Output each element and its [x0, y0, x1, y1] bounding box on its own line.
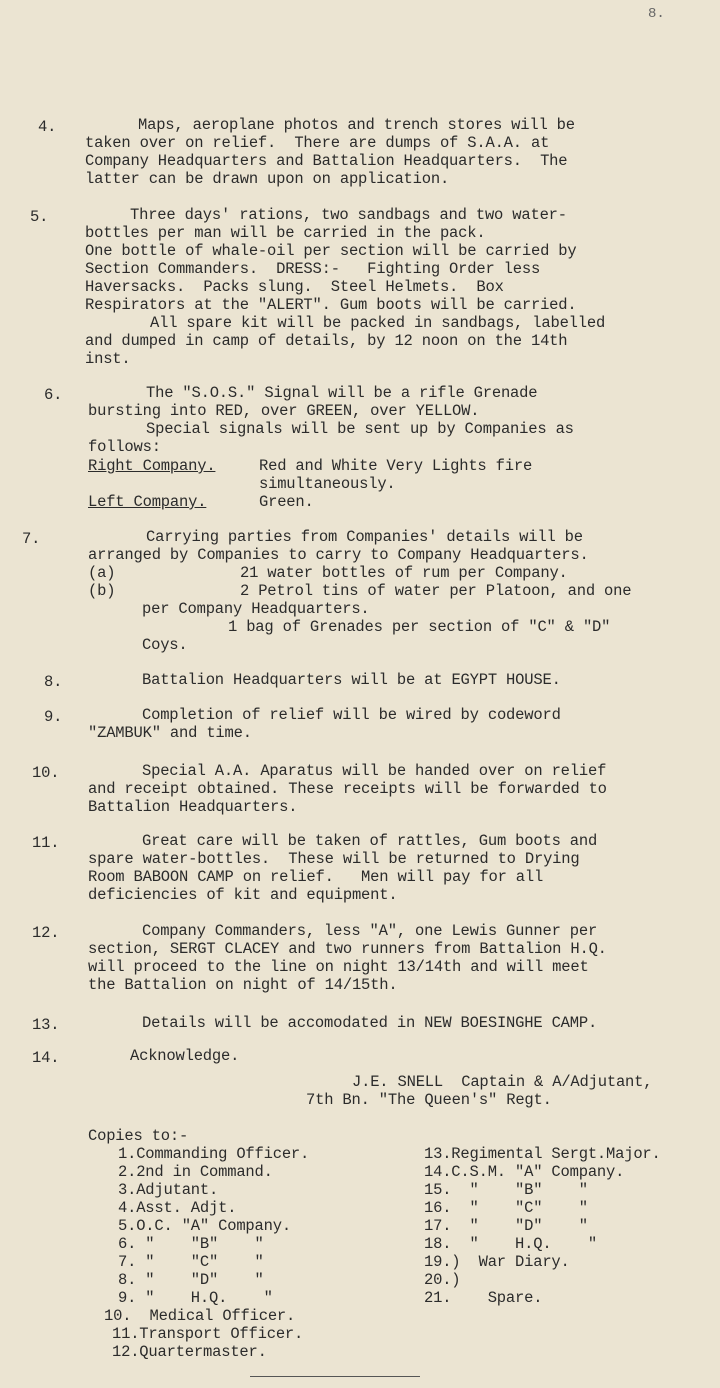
para-line: the Battalion on night of 14/15th. [88, 976, 398, 994]
copy-item: 15. " "B" " [424, 1181, 588, 1199]
copy-item: 14.C.S.M. "A" Company. [424, 1163, 625, 1181]
bottom-rule [250, 1376, 420, 1377]
signal-label: Left Company. [88, 493, 207, 511]
para-number: 13. [32, 1016, 60, 1034]
copy-item: 20.) [424, 1271, 461, 1289]
para-line: and receipt obtained. These receipts will be forwarded to [88, 780, 607, 798]
copy-item: 10. Medical Officer. [104, 1307, 296, 1325]
para-line: Three days' rations, two sandbags and two water- [130, 206, 567, 224]
copy-item: 7. " "C" " [118, 1253, 264, 1271]
para-line: bottles per man will be carried in the pack. [85, 224, 486, 242]
para-line: Completion of relief will be wired by codeword [142, 706, 561, 724]
signal-text: Red and White Very Lights fire [259, 457, 533, 475]
signal-label: Right Company. [88, 457, 216, 475]
copies-heading: Copies to:- [88, 1127, 189, 1145]
signal-text: simultaneously. [259, 475, 396, 493]
para-line: One bottle of whale-oil per section will be carried by [85, 242, 577, 260]
para-line: bursting into RED, over GREEN, over YELLOW. [88, 402, 480, 420]
copy-item: 3.Adjutant. [118, 1181, 219, 1199]
para-number: 5. [30, 208, 49, 226]
para-number: 4. [38, 118, 57, 136]
para-line: Haversacks. Packs slung. Steel Helmets. Box [85, 278, 504, 296]
signature-line: J.E. SNELL Captain & A/Adjutant, [352, 1073, 653, 1091]
para-line: deficiencies of kit and equipment. [88, 886, 398, 904]
para-line: per Company Headquarters. [142, 600, 370, 618]
para-line: Room BABOON CAMP on relief. Men will pay for all [88, 868, 544, 886]
copy-item: 11.Transport Officer. [112, 1325, 304, 1343]
para-line: "ZAMBUK" and time. [88, 724, 252, 742]
para-number: 11. [32, 834, 60, 852]
copy-item: 13.Regimental Sergt.Major. [424, 1145, 661, 1163]
para-line: All spare kit will be packed in sandbags, labelled [150, 314, 606, 332]
para-number: 7. [22, 530, 41, 548]
para-line: Company Headquarters and Battalion Headquarters. The [85, 152, 568, 170]
para-line: inst. [85, 350, 131, 368]
para-line: Special A.A. Aparatus will be handed over on relief [142, 762, 607, 780]
para-number: 10. [32, 764, 60, 782]
para-line: Great care will be taken of rattles, Gum boots and [142, 832, 598, 850]
para-number: 6. [44, 386, 63, 404]
para-line: Special signals will be sent up by Companies as [146, 420, 574, 438]
copy-item: 21. Spare. [424, 1289, 543, 1307]
para-number: 12. [32, 924, 60, 942]
para-line: Battalion Headquarters will be at EGYPT HOUSE. [142, 671, 561, 689]
para-line: spare water-bottles. These will be returned to Drying [88, 850, 580, 868]
para-number: 14. [32, 1049, 60, 1067]
para-line: 1 bag of Grenades per section of "C" & "D" [228, 618, 611, 636]
para-line: and dumped in camp of details, by 12 noon on the 14th [85, 332, 568, 350]
copy-item: 9. " H.Q. " [118, 1289, 273, 1307]
copy-item: 2.2nd in Command. [118, 1163, 273, 1181]
para-line: latter can be drawn upon on application. [85, 170, 450, 188]
copy-item: 4.Asst. Adjt. [118, 1199, 237, 1217]
signature-line: 7th Bn. "The Queen's" Regt. [306, 1091, 552, 1109]
para-number: 9. [44, 708, 63, 726]
para-line: Section Commanders. DRESS:- Fighting Order less [85, 260, 541, 278]
copy-item: 16. " "C" " [424, 1199, 588, 1217]
para-line: Details will be accomodated in NEW BOESINGHE CAMP. [142, 1014, 598, 1032]
copy-item: 18. " H.Q. " [424, 1235, 597, 1253]
item-label: (a) [88, 564, 116, 582]
copy-item: 8. " "D" " [118, 1271, 264, 1289]
page-number: 8. [648, 6, 665, 22]
copy-item: 1.Commanding Officer. [118, 1145, 310, 1163]
para-line: Carrying parties from Companies' details will be [146, 528, 583, 546]
copy-item: 17. " "D" " [424, 1217, 588, 1235]
para-line: arranged by Companies to carry to Company Headquarters. [88, 546, 589, 564]
item-label: (b) [88, 582, 116, 600]
copy-item: 6. " "B" " [118, 1235, 264, 1253]
item-text: 21 water bottles of rum per Company. [240, 564, 568, 582]
item-text: 2 Petrol tins of water per Platoon, and one [240, 582, 632, 600]
para-line: section, SERGT CLACEY and two runners from Battalion H.Q. [88, 940, 607, 958]
para-line: Maps, aeroplane photos and trench stores will be [138, 116, 575, 134]
copy-item: 5.O.C. "A" Company. [118, 1217, 291, 1235]
copy-item: 12.Quartermaster. [112, 1343, 267, 1361]
para-line: taken over on relief. There are dumps of S.A.A. at [85, 134, 550, 152]
para-line: follows: [88, 438, 161, 456]
signal-text: Green. [259, 493, 314, 511]
para-line: The "S.O.S." Signal will be a rifle Grenade [146, 384, 538, 402]
copy-item: 19.) War Diary. [424, 1253, 570, 1271]
para-line: will proceed to the line on night 13/14th and will meet [88, 958, 589, 976]
para-line: Battalion Headquarters. [88, 798, 298, 816]
para-line: Respirators at the "ALERT". Gum boots will be carried. [85, 296, 577, 314]
para-line: Company Commanders, less "A", one Lewis Gunner per [142, 922, 598, 940]
para-line: Coys. [142, 636, 188, 654]
para-number: 8. [44, 673, 63, 691]
para-line: Acknowledge. [130, 1047, 240, 1065]
